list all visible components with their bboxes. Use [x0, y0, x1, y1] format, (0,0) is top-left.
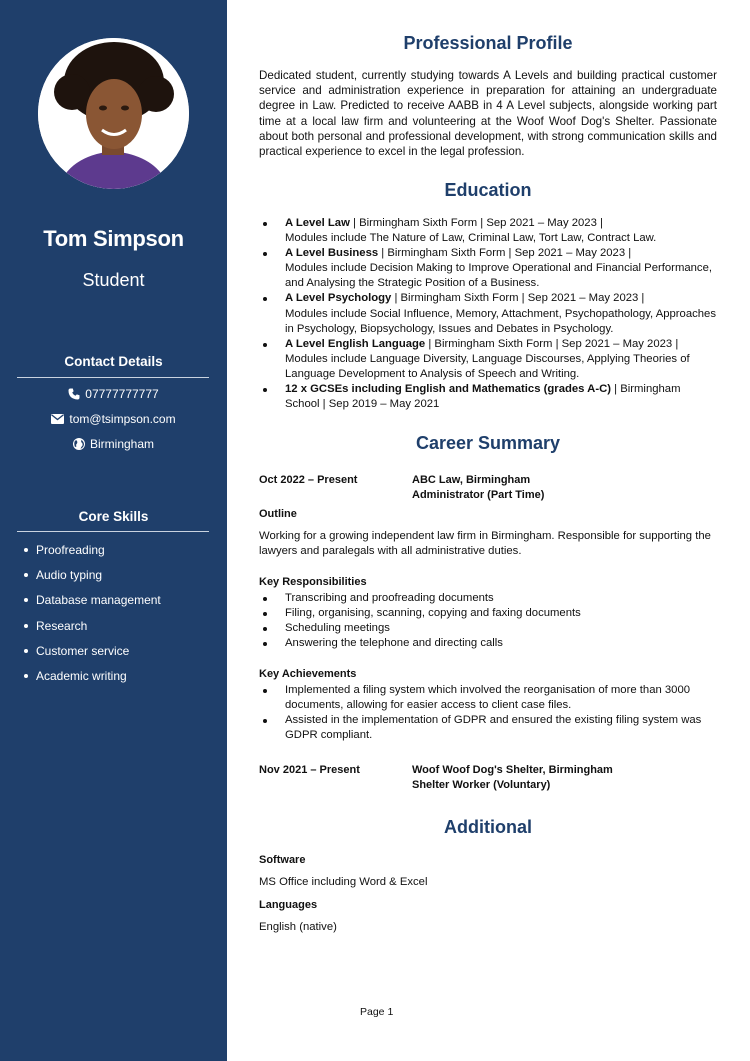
skill-item: Customer service: [22, 643, 161, 668]
achievement-item: Assisted in the implementation of GDPR and ensured the existing filing system was GDPR compliant.: [259, 713, 717, 743]
education-list: [259, 216, 717, 412]
skills-heading: Core Skills: [78, 509, 149, 524]
education-title: A Level Law: [285, 217, 350, 229]
achievements-list: [259, 683, 717, 743]
languages-label: Languages: [259, 899, 318, 911]
contact-heading: Contact Details: [64, 354, 163, 369]
skill-item: Research: [22, 618, 161, 643]
contact-divider: [17, 377, 209, 378]
envelope-icon: [51, 414, 64, 424]
skill-item: Academic writing: [22, 668, 161, 693]
responsibilities-list: [259, 591, 717, 651]
profile-heading: Professional Profile: [403, 33, 573, 53]
education-details: | Birmingham Sixth Form | Sep 2021 – May 2023 |: [349, 217, 603, 229]
skills-divider: [17, 531, 209, 532]
responsibility-item: Transcribing and proofreading documents: [259, 591, 717, 606]
education-item: [259, 337, 717, 382]
achievement-item: Implemented a filing system which involved the reorganisation of more than 3000 documents, allowing for easier access to client case files.: [259, 683, 717, 713]
skill-item: Proofreading: [22, 542, 161, 567]
responsibility-item: Filing, organising, scanning, copying and faxing documents: [259, 606, 717, 621]
education-item: [259, 291, 717, 336]
career-heading: Career Summary: [415, 433, 561, 453]
additional-heading: Additional: [444, 817, 532, 837]
education-item: [259, 382, 717, 412]
education-details: | Birmingham Sixth Form | Sep 2021 – May 2023 |: [425, 337, 679, 350]
contact-email: [0, 412, 227, 426]
contact-location: [0, 437, 227, 451]
phone-icon: [68, 388, 80, 400]
person-role: Student: [82, 270, 145, 290]
phone-value[interactable]: 07777777777: [85, 387, 159, 401]
skill-item: Audio typing: [22, 567, 161, 592]
responsibility-item: Answering the telephone and directing calls: [259, 636, 717, 651]
skills-list: [22, 542, 161, 693]
job-position: Shelter Worker (Voluntary): [412, 779, 551, 792]
employer-name: ABC Law, Birmingham: [412, 474, 531, 486]
location-value: Birmingham: [89, 437, 155, 451]
page-number: Page 1: [360, 1006, 394, 1018]
education-modules: Modules include The Nature of Law, Criminal Law, Tort Law, Contract Law.: [285, 232, 657, 245]
software-label: Software: [259, 854, 306, 866]
outline-label: Outline: [259, 508, 297, 520]
education-title: A Level English Language: [285, 337, 426, 350]
employer-name: Woof Woof Dog's Shelter, Birmingham: [412, 764, 613, 776]
job-dates: Nov 2021 – Present: [259, 764, 360, 776]
contact-phone: [0, 387, 227, 401]
skill-item: Database management: [22, 592, 161, 617]
email-value[interactable]: tom@tsimpson.com: [69, 412, 176, 426]
education-title: 12 x GCSEs including English and Mathematics (grades A-C): [285, 383, 611, 396]
globe-icon: [73, 438, 85, 450]
achievements-label: Key Achievements: [259, 668, 357, 680]
responsibility-item: Scheduling meetings: [259, 621, 717, 636]
education-details: | Birmingham Sixth Form | Sep 2021 – May 2023 |: [391, 292, 645, 305]
job-position: Administrator (Part Time): [412, 489, 545, 502]
job-dates: Oct 2022 – Present: [259, 474, 358, 486]
profile-photo: [38, 38, 189, 189]
education-title: A Level Psychology: [285, 292, 392, 305]
person-name: Tom Simpson: [43, 226, 184, 251]
education-title: A Level Business: [285, 247, 379, 260]
software-value: MS Office including Word & Excel: [259, 876, 428, 888]
education-details: | Birmingham Sixth Form | Sep 2021 – May 2023 |: [378, 247, 632, 260]
education-modules: Modules include Decision Making to Improve Operational and Financial Performance, and Analysing the Strategic Position of a Business.: [285, 262, 712, 290]
education-modules: Modules include Language Diversity, Language Discourses, Applying Theories of Language Development to Analysis of Speech and Writing.: [285, 352, 690, 380]
education-item: [259, 246, 717, 291]
education-heading: Education: [444, 180, 532, 200]
profile-text: Dedicated student, currently studying towards A Levels and building practical customer service and administration experience in preparation for attaining an undergraduate degree in Law. Predicted to receive AABB in 4 A Level subjects, alongside working part time at a local law firm and volunteering at the Woof Woof Dog's Shelter. Passionate about both personal and professional development, with strong communication skills and practical experience to excel in the legal profession.: [259, 69, 717, 159]
education-modules: Modules include Social Influence, Memory, Attachment, Psychopathology, Approaches in Psychology, Biopsychology, Issues and Debates in Psychology.: [285, 307, 716, 335]
education-details: | Birmingham School | Sep 2019 – May 2021: [285, 383, 681, 411]
languages-value: English (native): [259, 921, 337, 933]
job-employer: [412, 763, 613, 793]
sidebar: [0, 0, 227, 1061]
job-employer: [412, 473, 544, 503]
responsibilities-label: Key Responsibilities: [259, 576, 367, 588]
education-item: [259, 216, 717, 246]
outline-text: Working for a growing independent law firm in Birmingham. Responsible for supporting the lawyers and paralegals with all administrative duties.: [259, 530, 711, 558]
